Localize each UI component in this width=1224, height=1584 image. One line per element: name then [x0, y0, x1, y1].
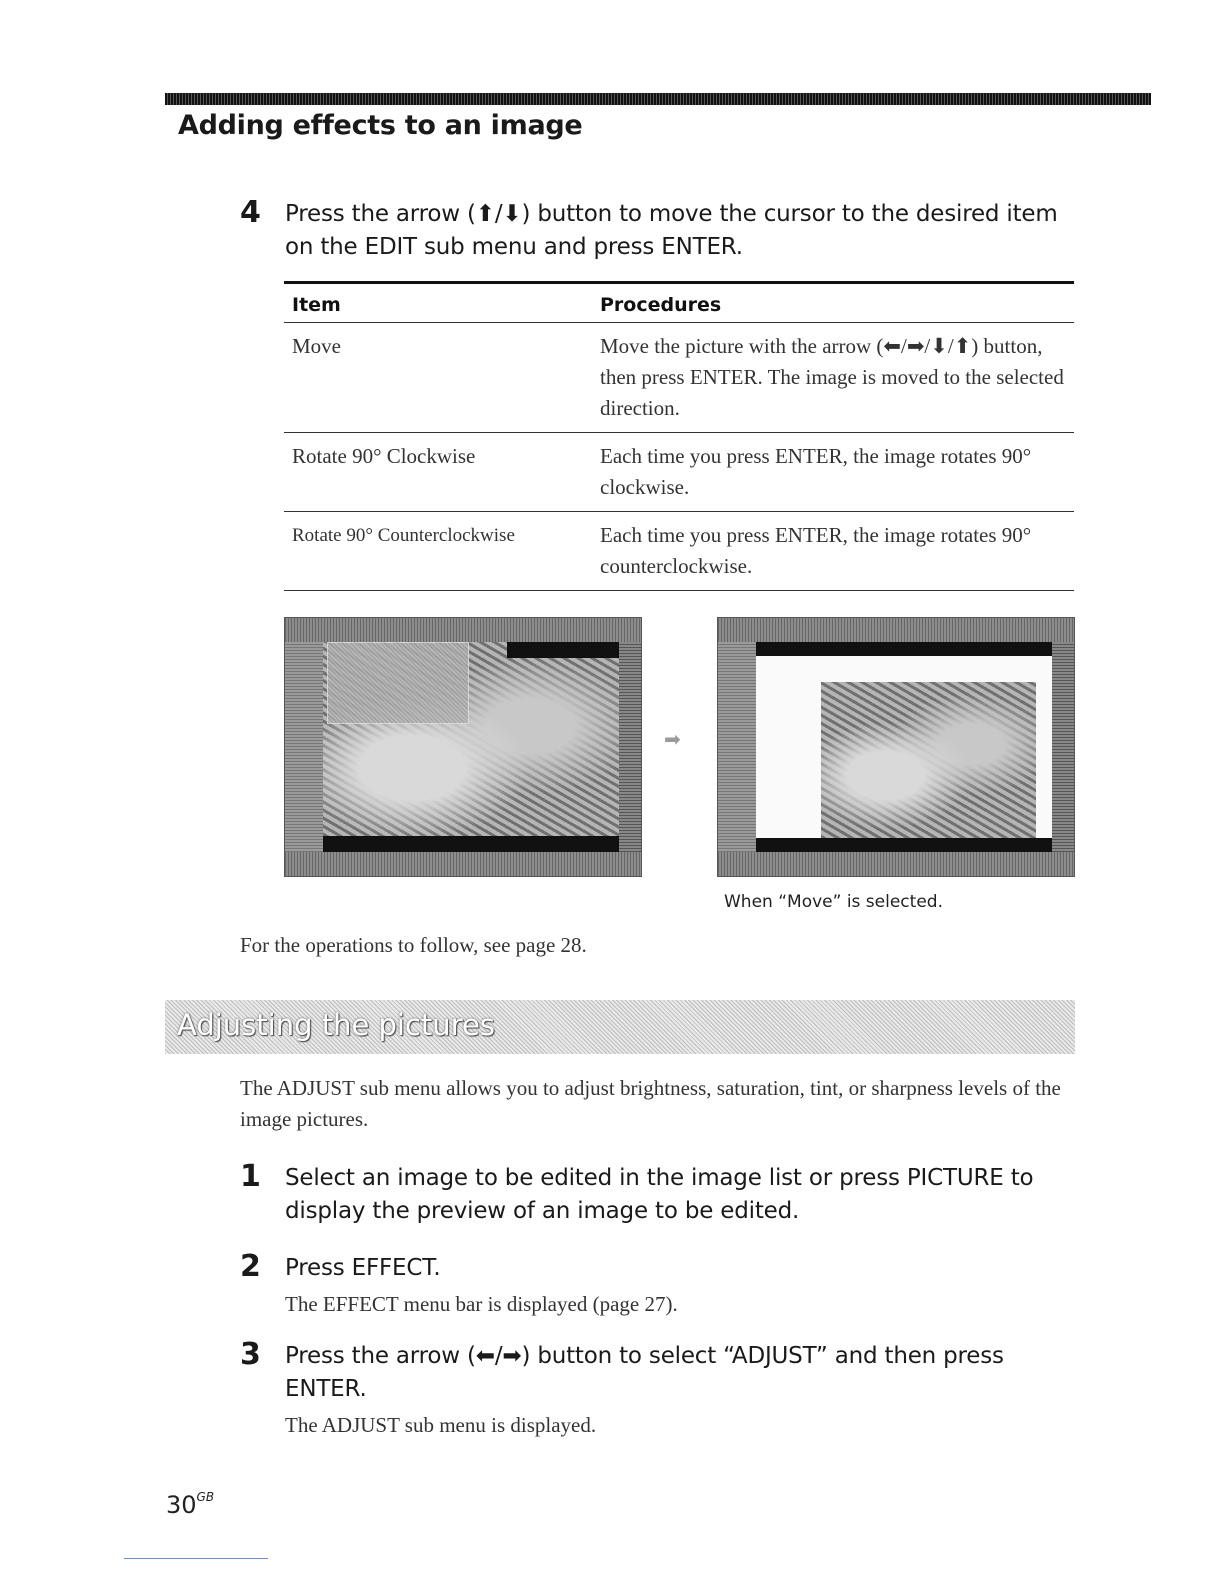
menu-bar — [718, 618, 1074, 642]
figure-caption: When “Move” is selected. — [724, 892, 943, 912]
black-margin — [756, 838, 1052, 852]
header-item: Item — [284, 283, 592, 323]
step-number: 4 — [240, 195, 261, 230]
top-rule — [165, 93, 1151, 105]
black-margin — [756, 642, 1052, 656]
procedures-table — [284, 281, 1074, 591]
moved-photo — [821, 682, 1036, 838]
step-text: Press the arrow (⬅/➡) button to select “ADJUST” and then press ENTER. — [285, 1343, 1004, 1402]
step-note: The ADJUST sub menu is displayed. — [285, 1413, 597, 1437]
status-bar — [718, 852, 1074, 876]
scrollbar — [619, 642, 641, 852]
screenshot-before — [284, 617, 642, 877]
table-row — [284, 323, 1074, 433]
step-number: 1 — [240, 1159, 261, 1194]
step-2 — [240, 1249, 1080, 1319]
right-arrow-icon: ➡ — [664, 727, 681, 751]
table-row — [284, 512, 1074, 591]
tool-sidebar — [718, 642, 756, 852]
table-header-row — [284, 283, 1074, 323]
black-margin — [507, 642, 619, 658]
row-procedure: Each time you press ENTER, the image rotates 90° clockwise. — [592, 433, 1074, 512]
row-item: Rotate 90° Clockwise — [284, 433, 592, 512]
table-row — [284, 433, 1074, 512]
status-bar — [285, 852, 641, 876]
header-procedures: Procedures — [592, 283, 1074, 323]
intro-paragraph: The ADJUST sub menu allows you to adjust brightness, saturation, tint, or sharpness levels of the image pictures. — [240, 1076, 1061, 1131]
step-number: 3 — [240, 1337, 261, 1372]
step-3 — [240, 1337, 1080, 1440]
page-suffix: GB — [196, 1490, 215, 1504]
row-item: Rotate 90° Counterclockwise — [284, 512, 592, 591]
black-margin — [323, 836, 619, 852]
step-1 — [240, 1159, 1080, 1228]
row-procedure: Move the picture with the arrow (⬅/➡/⬇/⬆) button, then press ENTER. The image is moved to the selected direction. — [592, 323, 1074, 433]
step-4 — [240, 195, 1080, 264]
follow-text: For the operations to follow, see page 28. — [240, 933, 587, 957]
scrollbar — [1052, 642, 1074, 852]
step-number: 2 — [240, 1249, 261, 1284]
bottom-rule — [124, 1558, 268, 1559]
section-heading: Adjusting the pictures — [177, 1008, 495, 1042]
tool-sidebar — [285, 642, 323, 852]
step-text: Select an image to be edited in the image list or press PICTURE to display the preview of an image to be edited. — [285, 1165, 1034, 1224]
section-banner — [165, 1000, 1075, 1054]
screenshot-after — [717, 617, 1075, 877]
section-title: Adding effects to an image — [178, 110, 583, 141]
step-text: Press the arrow (⬆/⬇) button to move the cursor to the desired item on the EDIT sub menu and press ENTER. — [285, 201, 1058, 260]
menu-bar — [285, 618, 641, 642]
row-procedure: Each time you press ENTER, the image rotates 90° counterclockwise. — [592, 512, 1074, 591]
page-number — [166, 1490, 214, 1519]
row-item: Move — [284, 323, 592, 433]
edit-submenu — [327, 642, 469, 724]
step-note: The EFFECT menu bar is displayed (page 27). — [285, 1292, 678, 1316]
step-text: Press EFFECT. — [285, 1255, 441, 1281]
page-number-value: 30 — [166, 1491, 197, 1519]
